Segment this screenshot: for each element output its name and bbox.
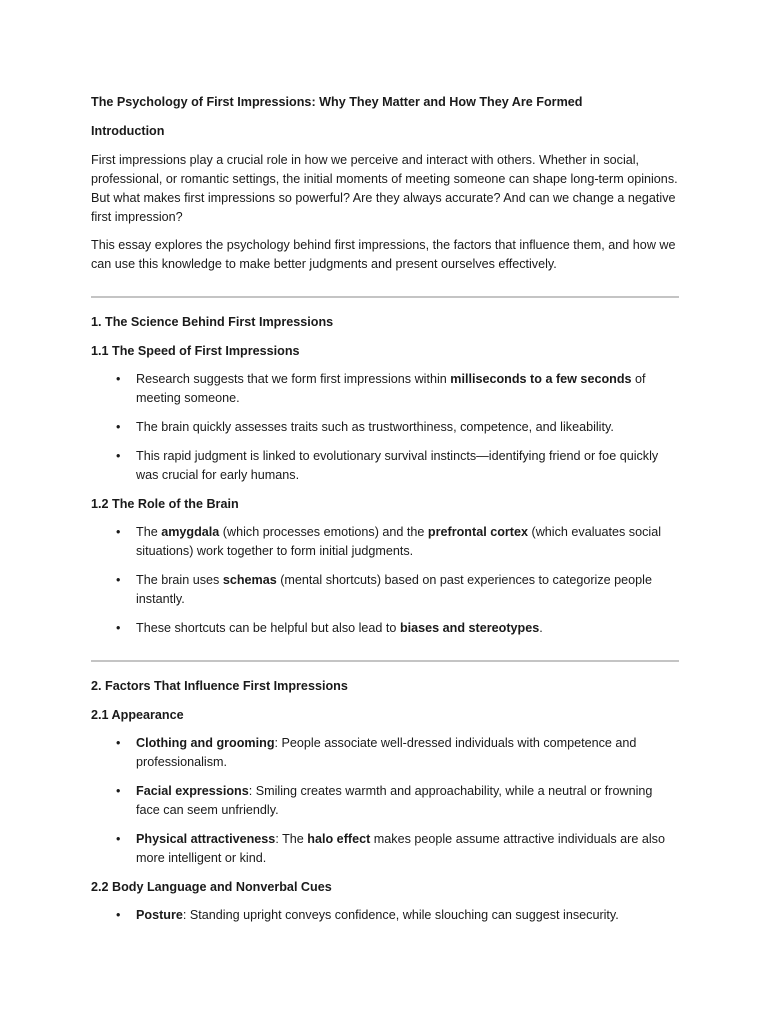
bullet-dot-icon: • (116, 736, 121, 750)
bullet-text-bold: biases and stereotypes (399, 621, 540, 635)
bullet-text: (which processes emotions) and the (219, 525, 428, 539)
bullet-list (91, 370, 679, 485)
bullet-list (91, 523, 679, 638)
bullet-text: These shortcuts can be helpful but also lead to (136, 621, 400, 635)
intro-paragraph-2: This essay explores the psychology behind first impressions, the factors that influence them, and how we can use this knowledge to make better judgments and present ourselves effectively. (91, 238, 676, 271)
bullet-item (91, 619, 679, 638)
bullet-dot-icon: • (116, 832, 121, 846)
bullet-text: Research suggests that we form first impressions within (136, 372, 451, 386)
bullet-dot-icon: • (116, 908, 121, 922)
bullet-item (91, 418, 679, 437)
bullet-dot-icon: • (116, 525, 121, 539)
document-sections (91, 296, 679, 925)
bullet-text-bold: prefrontal cortex (427, 525, 528, 539)
bullet-item (91, 734, 679, 772)
bullet-text-bold: amygdala (161, 525, 220, 539)
bullet-item (91, 906, 679, 925)
bullet-list (91, 734, 679, 868)
bullet-text-bold: halo effect (307, 832, 371, 846)
bullet-text: (which evaluates social situations) work together to form initial judgments. (136, 525, 661, 558)
intro-paragraph-1: First impressions play a crucial role in how we perceive and interact with others. Whether in social, professional, or romantic settings, the initial moments of meeting someone can shape long-term opinions. But what makes first impressions so powerful? Are they always accurate? And can we change a negative first impression? (91, 153, 678, 224)
bullet-text: (mental shortcuts) based on past experiences to categorize people instantly. (136, 573, 652, 606)
subsection-heading: 2.1 Appearance (91, 708, 184, 722)
bullet-text-bold: milliseconds to a few seconds (450, 372, 632, 386)
document-page (91, 93, 679, 935)
bullet-item (91, 571, 679, 609)
bullet-item (91, 830, 679, 868)
subsection-heading: 1.2 The Role of the Brain (91, 497, 239, 511)
bullet-text: The brain uses (136, 573, 223, 587)
bullet-text-bold: Clothing and grooming (136, 736, 275, 750)
document-title: The Psychology of First Impressions: Why They Matter and How They Are Formed (91, 95, 583, 109)
bullet-dot-icon: • (116, 449, 121, 463)
intro-heading: Introduction (91, 124, 165, 138)
bullet-text: . (539, 621, 543, 635)
bullet-list (91, 906, 679, 925)
section-heading: 2. Factors That Influence First Impressions (91, 679, 348, 693)
bullet-text: : Standing upright conveys confidence, while slouching can suggest insecurity. (182, 908, 619, 922)
bullet-text: of meeting someone. (136, 372, 646, 405)
bullet-text: This rapid judgment is linked to evolutionary survival instincts—identifying friend or foe quickly was crucial for early humans. (136, 449, 659, 482)
bullet-text-bold: schemas (222, 573, 277, 587)
section-divider (91, 296, 679, 298)
bullet-text: makes people assume attractive individuals are also more intelligent or kind. (136, 832, 665, 865)
bullet-text: : People associate well-dressed individuals with competence and professionalism. (136, 736, 637, 769)
bullet-text: : Smiling creates warmth and approachability, while a neutral or frowning face can seem unfriendly. (136, 784, 653, 817)
bullet-text: : The (275, 832, 308, 846)
bullet-dot-icon: • (116, 372, 121, 386)
bullet-text: The (136, 525, 162, 539)
section-divider (91, 660, 679, 662)
subsection-heading: 2.2 Body Language and Nonverbal Cues (91, 880, 332, 894)
bullet-text-bold: Physical attractiveness (136, 832, 276, 846)
bullet-text-bold: Facial expressions (136, 784, 249, 798)
bullet-text: The brain quickly assesses traits such as trustworthiness, competence, and likeability. (136, 420, 614, 434)
bullet-dot-icon: • (116, 420, 121, 434)
bullet-item (91, 782, 679, 820)
bullet-dot-icon: • (116, 573, 121, 587)
bullet-item (91, 370, 679, 408)
bullet-text-bold: Posture (136, 908, 183, 922)
bullet-item (91, 523, 679, 561)
subsection-heading: 1.1 The Speed of First Impressions (91, 344, 300, 358)
bullet-dot-icon: • (116, 621, 121, 635)
bullet-dot-icon: • (116, 784, 121, 798)
section-heading: 1. The Science Behind First Impressions (91, 315, 334, 329)
bullet-item (91, 447, 679, 485)
